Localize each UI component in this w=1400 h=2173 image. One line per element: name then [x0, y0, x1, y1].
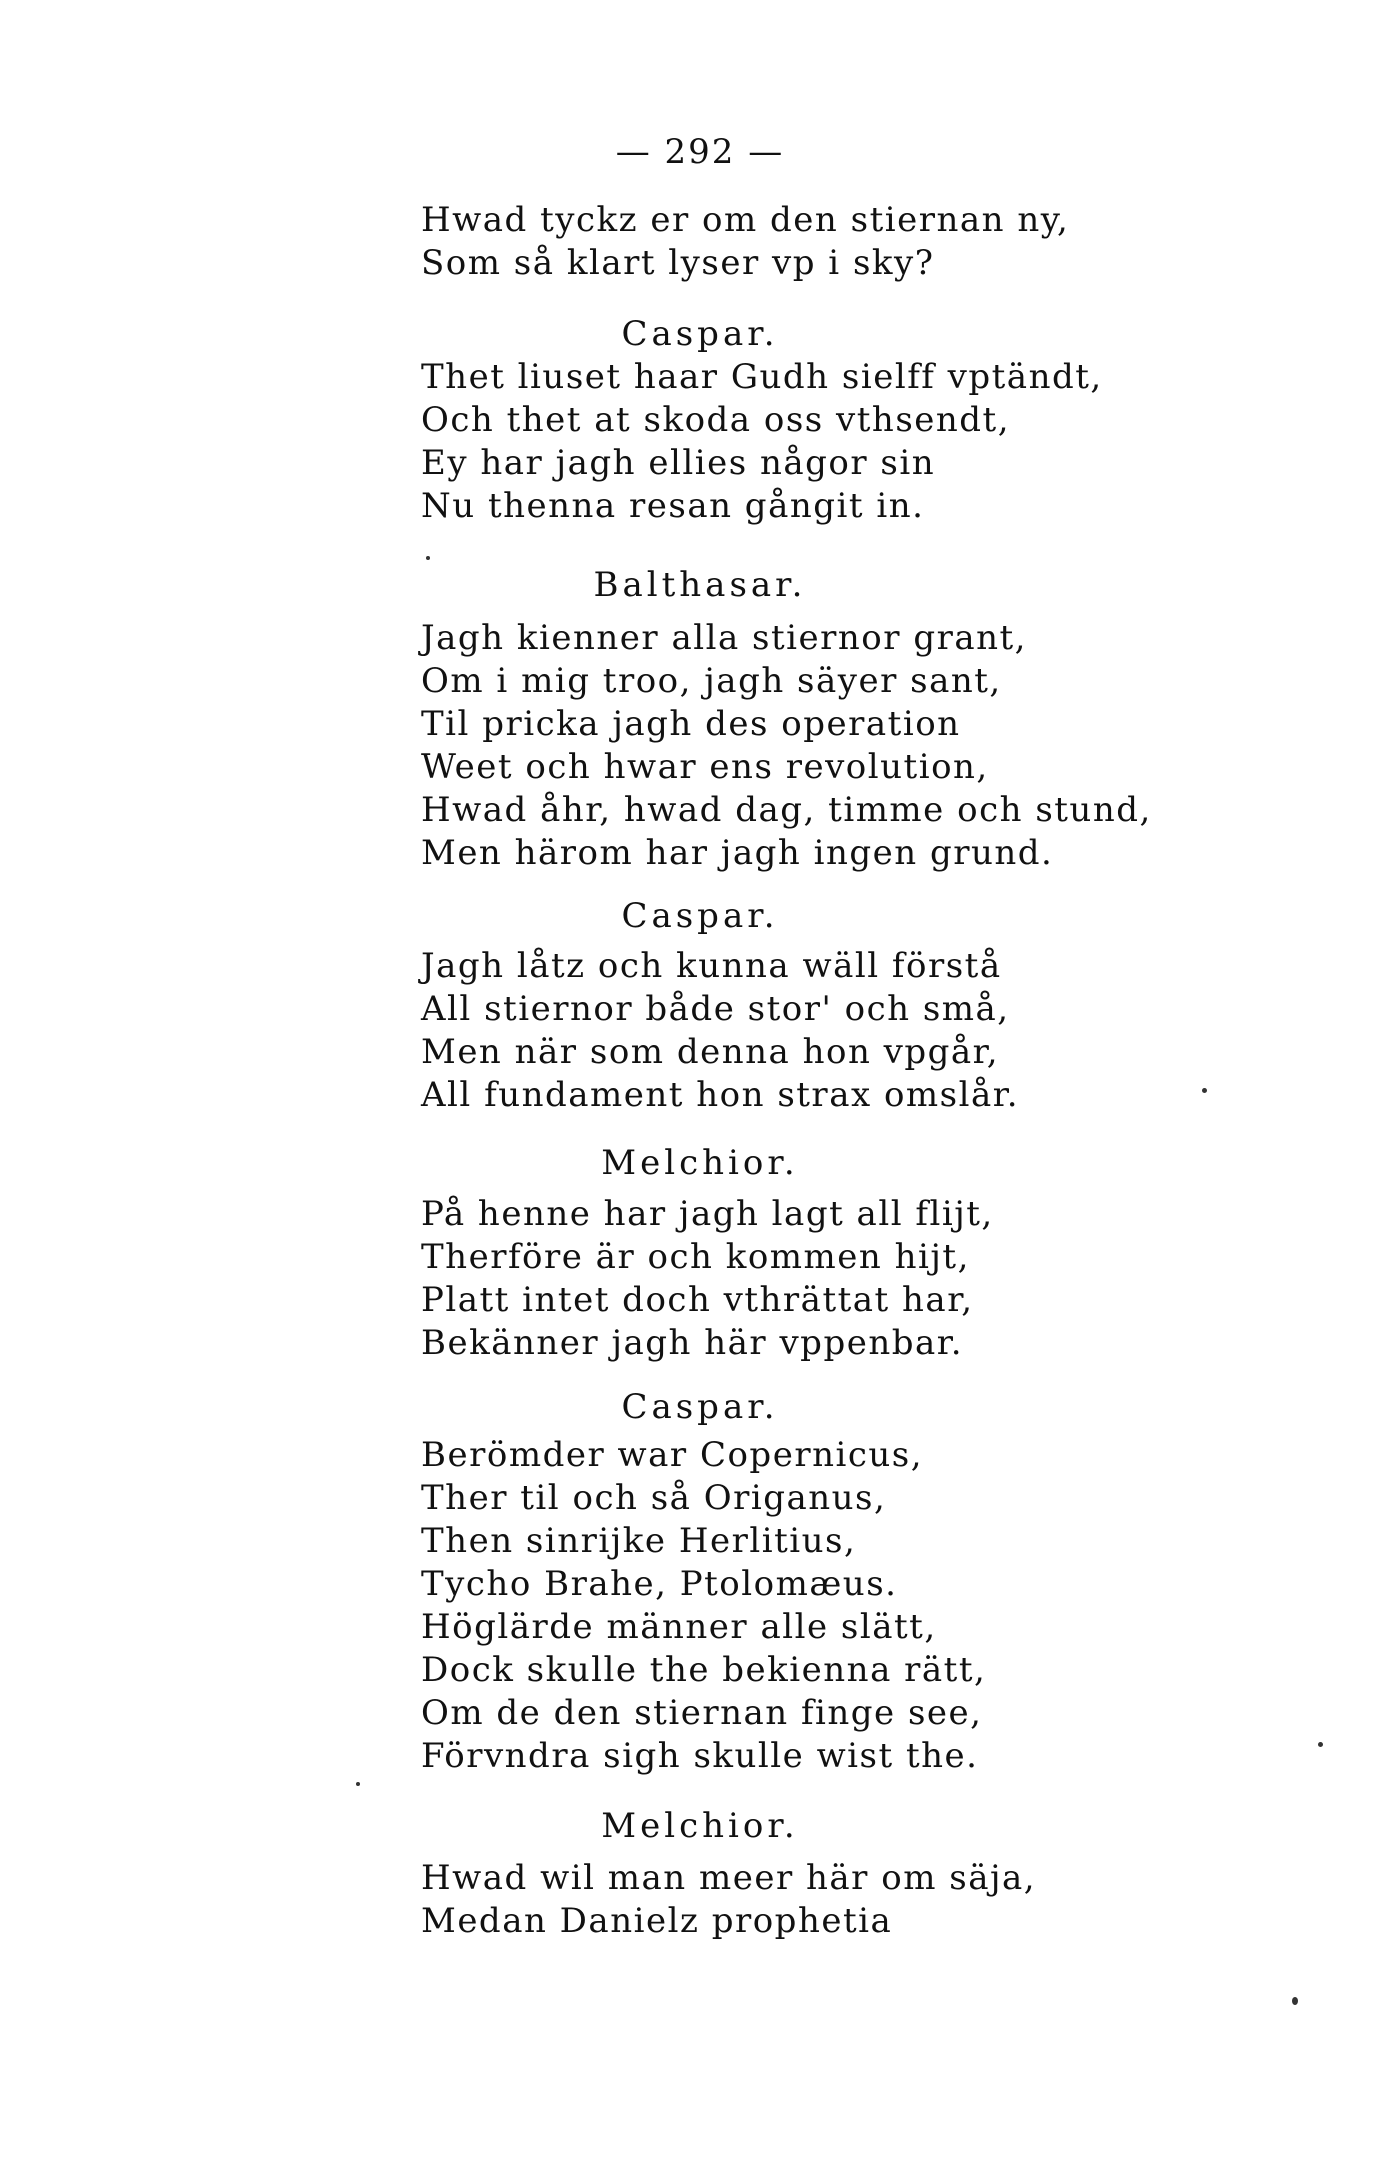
verse-line: Jagh låtz och kunna wäll förstå [421, 946, 1002, 986]
scan-speck [426, 556, 430, 560]
verse-line: Medan Danielz prophetia [421, 1901, 893, 1941]
verse-line: Hwad wil man meer här om säja, [421, 1858, 1037, 1898]
verse-line: Til pricka jagh des operation [421, 704, 961, 744]
verse-line: Bekänner jagh här vppenbar. [421, 1323, 964, 1363]
verse-line: Hwad åhr, hwad dag, timme och stund, [421, 790, 1152, 830]
verse-line: All fundament hon strax omslår. [421, 1075, 1020, 1115]
scan-speck [1202, 1088, 1207, 1093]
verse-line: Weet och hwar ens revolution, [421, 747, 989, 787]
verse-line: Förvndra sigh skulle wist the. [421, 1736, 979, 1776]
verse-line: All stiernor både stor' och små, [421, 989, 1010, 1029]
speaker-heading: Caspar. [621, 896, 779, 936]
scan-speck [356, 1782, 360, 1786]
verse-line: Hwad tyckz er om den stiernan ny, [421, 200, 1070, 240]
verse-line: Men härom har jagh ingen grund. [421, 833, 1054, 873]
stanza-melchior-2 [421, 1857, 1036, 1943]
verse-line: Thet liuset haar Gudh sielff vptändt, [421, 357, 1103, 397]
stanza-melchior-1 [421, 1193, 994, 1365]
verse-line: Nu thenna resan gångit in. [421, 486, 925, 526]
stanza-caspar-2 [421, 945, 1019, 1117]
verse-line: Om i mig troo, jagh säyer sant, [421, 661, 1002, 701]
stanza-balthasar [421, 617, 1152, 875]
verse-line: Om de den stiernan finge see, [421, 1693, 983, 1733]
speaker-heading: Melchior. [601, 1806, 799, 1846]
speaker-heading: Melchior. [601, 1143, 799, 1183]
verse-line: Och thet at skoda oss vthsendt, [421, 400, 1011, 440]
verse-line: Dock skulle the bekienna rätt, [421, 1650, 987, 1690]
scan-speck [1292, 1997, 1298, 2005]
verse-line: Berömder war Copernicus, [421, 1435, 924, 1475]
verse-line: På henne har jagh lagt all flijt, [421, 1194, 994, 1234]
verse-line: Som så klart lyser vp i sky? [421, 243, 935, 283]
scan-speck [1318, 1742, 1323, 1747]
speaker-heading: Caspar. [621, 1387, 779, 1427]
stanza-caspar-3 [421, 1434, 986, 1778]
verse-line: Men när som denna hon vpgår, [421, 1032, 999, 1072]
verse-line: Tycho Brahe, Ptolomæus. [421, 1564, 898, 1604]
stanza-opening [421, 199, 1069, 285]
verse-line: Then sinrijke Herlitius, [421, 1521, 857, 1561]
verse-line: Jagh kienner alla stiernor grant, [421, 618, 1027, 658]
verse-line: Platt intet doch vthrättat har, [421, 1280, 974, 1320]
verse-line: Therföre är och kommen hijt, [421, 1237, 970, 1277]
page-number: — 292 — [615, 132, 785, 172]
verse-line: Ther til och så Origanus, [421, 1478, 887, 1518]
verse-line: Höglärde männer alle slätt, [421, 1607, 937, 1647]
speaker-heading: Caspar. [621, 314, 779, 354]
stanza-caspar-1 [421, 356, 1103, 528]
verse-line: Ey har jagh ellies någor sin [421, 443, 936, 483]
speaker-heading: Balthasar. [593, 565, 807, 605]
